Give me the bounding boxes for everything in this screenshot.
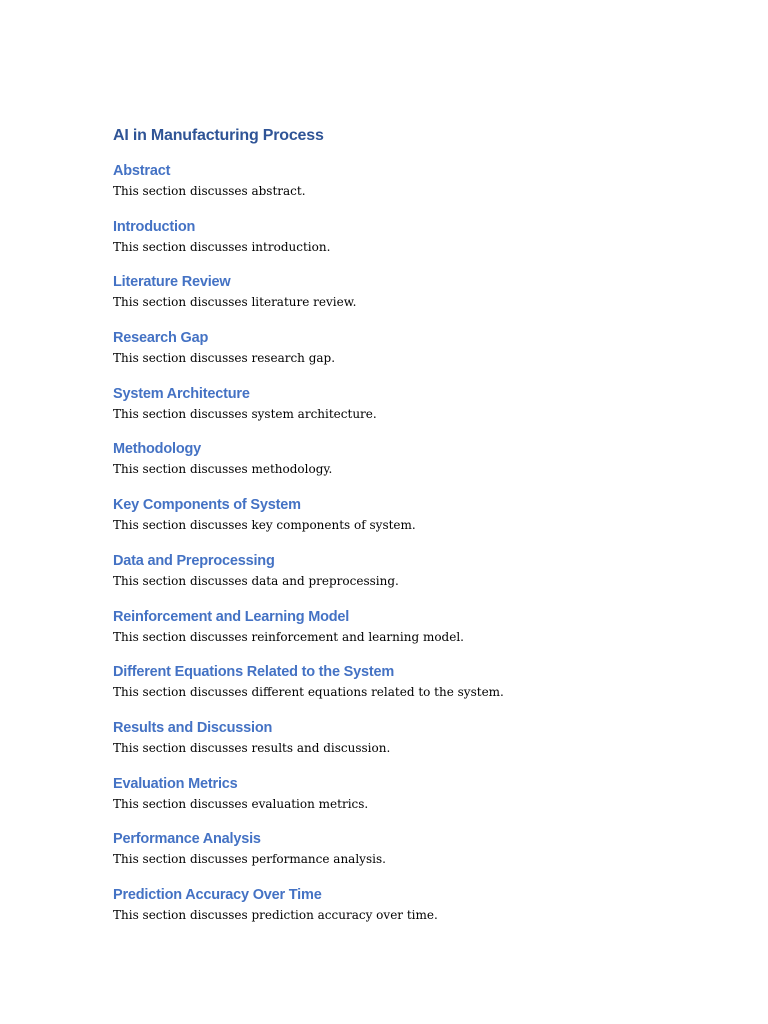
section-body: This section discusses different equations related to the system. <box>113 685 504 700</box>
section-body: This section discusses abstract. <box>113 184 306 198</box>
section-body: This section discusses research gap. <box>113 351 336 366</box>
section-heading: Literature Review <box>113 274 231 291</box>
section-different-equations <box>113 661 713 717</box>
section-research-gap <box>113 327 713 383</box>
section-heading: Methodology <box>113 441 202 458</box>
section-heading: Prediction Accuracy Over Time <box>113 886 322 903</box>
section-reinforcement-learning-model <box>113 606 713 662</box>
section-introduction <box>113 216 713 272</box>
section-results-discussion <box>113 717 713 773</box>
section-body: This section discusses literature review. <box>113 295 357 310</box>
section-body: This section discusses methodology. <box>113 462 333 477</box>
section-heading: Key Components of System <box>113 497 301 514</box>
section-heading: Data and Preprocessing <box>113 552 275 569</box>
section-prediction-accuracy <box>113 884 713 940</box>
section-system-architecture <box>113 383 713 439</box>
section-evaluation-metrics <box>113 773 713 829</box>
section-body: This section discusses performance analysis. <box>113 852 386 867</box>
section-heading: Introduction <box>113 218 196 235</box>
section-body: This section discusses introduction. <box>113 239 331 254</box>
section-heading: Research Gap <box>113 330 209 347</box>
section-heading: Reinforcement and Learning Model <box>113 608 350 625</box>
section-heading: Performance Analysis <box>113 831 261 848</box>
document-title: AI in Manufacturing Process <box>113 127 324 144</box>
section-body: This section discusses reinforcement and learning model. <box>113 629 464 644</box>
section-abstract <box>113 160 713 216</box>
section-performance-analysis <box>113 828 713 884</box>
section-body: This section discusses data and preprocessing. <box>113 573 399 588</box>
section-data-preprocessing <box>113 550 713 606</box>
section-heading: Evaluation Metrics <box>113 775 238 792</box>
section-body: This section discusses key components of system. <box>113 518 416 533</box>
section-heading: Different Equations Related to the System <box>113 664 395 681</box>
section-heading: System Architecture <box>113 385 250 402</box>
section-list <box>113 160 713 940</box>
section-body: This section discusses prediction accuracy over time. <box>113 907 438 922</box>
section-body: This section discusses evaluation metrics. <box>113 796 369 811</box>
section-body: This section discusses system architecture. <box>113 406 377 421</box>
document-page <box>113 124 713 940</box>
section-body: This section discusses results and discussion. <box>113 740 391 755</box>
section-key-components <box>113 494 713 550</box>
section-heading: Abstract <box>113 163 171 179</box>
section-literature-review <box>113 271 713 327</box>
section-methodology <box>113 438 713 494</box>
section-heading: Results and Discussion <box>113 719 273 736</box>
